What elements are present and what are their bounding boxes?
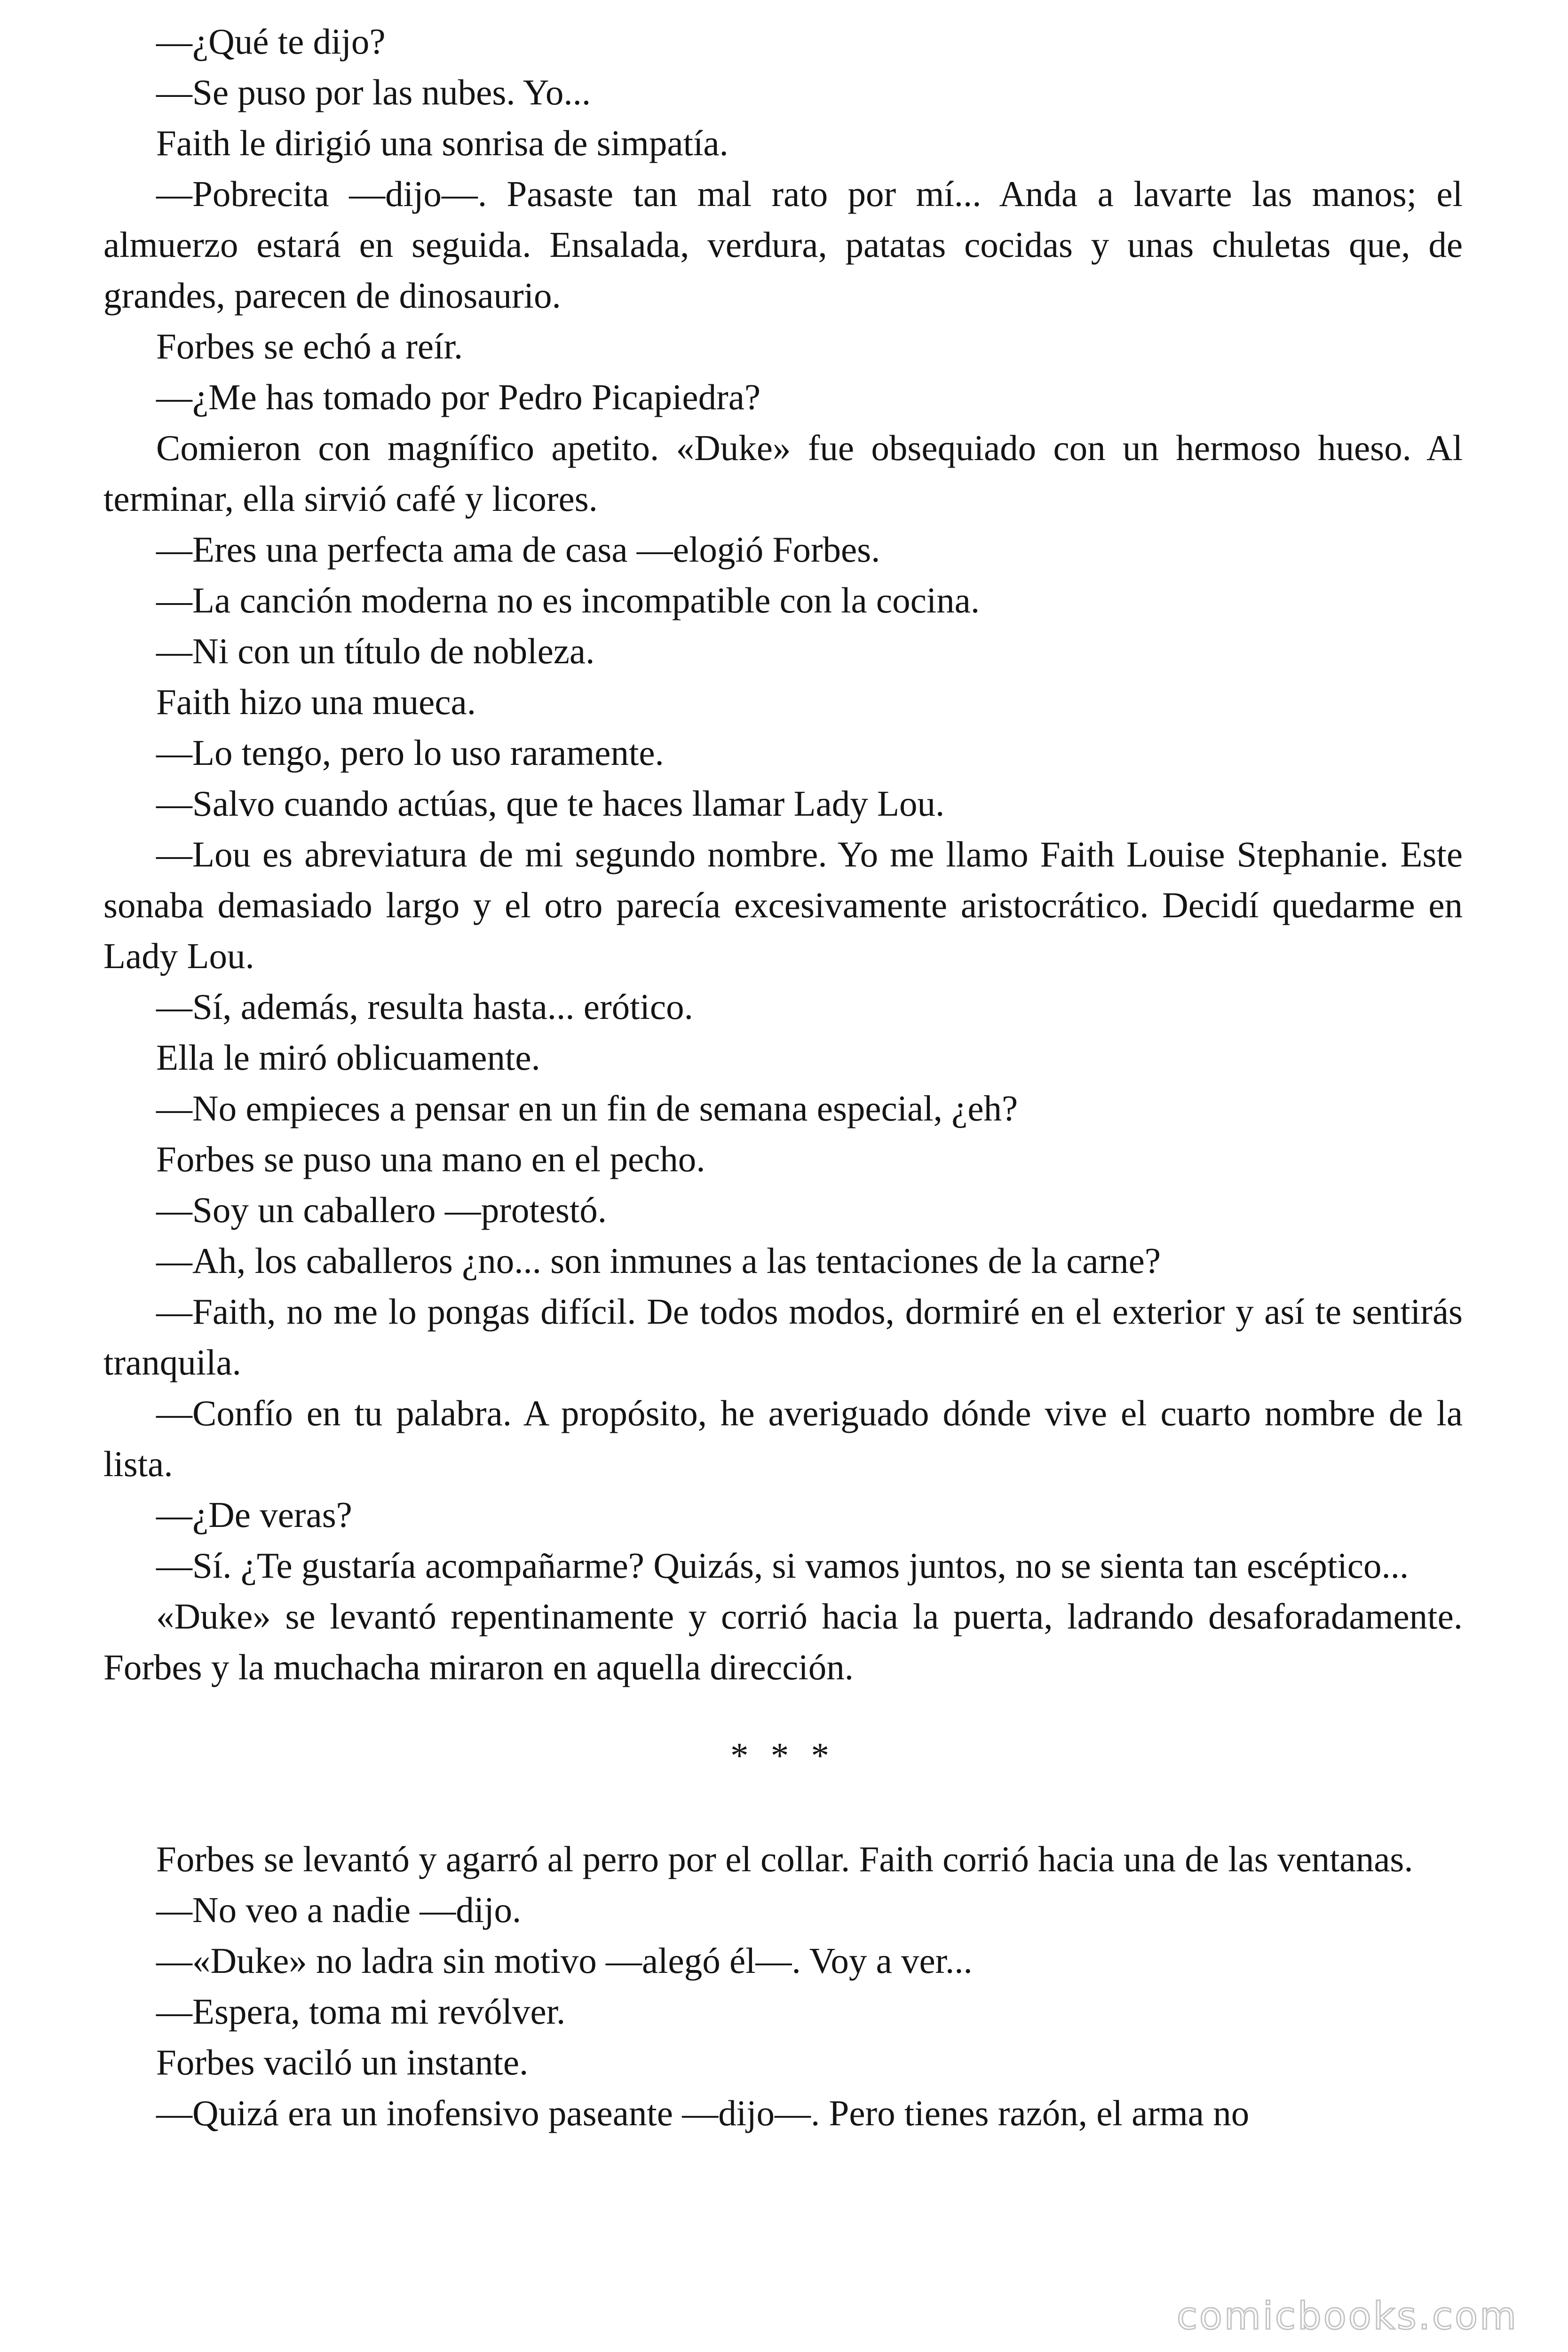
paragraph: —Ni con un título de nobleza. [156, 631, 595, 671]
paragraph: Forbes se levantó y agarró al perro por el collar. Faith corrió hacia una de las ventanas. [156, 1839, 1413, 1879]
paragraph: Ella le miró oblicuamente. [156, 1037, 540, 1078]
paragraph: —Quizá era un inofensivo paseante —dijo—. Pero tienes razón, el arma no [156, 2093, 1250, 2133]
section-separator: * * * [730, 1735, 836, 1776]
paragraph: Forbes se puso una mano en el pecho. [156, 1139, 705, 1179]
paragraph: —Ah, los caballeros ¿no... son inmunes a las tentaciones de la carne? [156, 1240, 1161, 1281]
paragraph: —Lou es abreviatura de mi segundo nombre. Yo me llamo Faith Louise Stephanie. Este sonaba demasiado largo y el otro parecía excesivamente aristocrático. Decidí quedarme en Lady Lou. [103, 834, 1463, 976]
paragraph: —Lo tengo, pero lo uso raramente. [156, 732, 664, 773]
paragraph: —Espera, toma mi revólver. [156, 1991, 566, 2032]
paragraph: —Se puso por las nubes. Yo... [156, 72, 591, 112]
paragraph: —Salvo cuando actúas, que te haces llamar Lady Lou. [156, 783, 945, 824]
paragraph: —¿Qué te dijo? [156, 21, 386, 62]
text-block-before [103, 16, 1463, 1692]
paragraph: —No empieces a pensar en un fin de semana especial, ¿eh? [156, 1088, 1018, 1128]
paragraph: —¿Me has tomado por Pedro Picapiedra? [156, 377, 761, 417]
paragraph: —Pobrecita —dijo—. Pasaste tan mal rato por mí... Anda a lavarte las manos; el almuerzo estará en seguida. Ensalada, verdura, patatas cocidas y unas chuletas que, de grandes, parecen de dinosaurio. [103, 174, 1463, 316]
paragraph: —Soy un caballero —protestó. [156, 1190, 607, 1230]
paragraph: —«Duke» no ladra sin motivo —alegó él—. Voy a ver... [156, 1940, 973, 1981]
paragraph: —Confío en tu palabra. A propósito, he averiguado dónde vive el cuarto nombre de la lista. [103, 1393, 1463, 1484]
book-page [103, 16, 1463, 2138]
paragraph: Forbes vaciló un instante. [156, 2042, 529, 2082]
paragraph: «Duke» se levantó repentinamente y corrió hacia la puerta, ladrando desaforadamente. Forbes y la muchacha miraron en aquella dirección. [103, 1596, 1463, 1687]
paragraph: Faith le dirigió una sonrisa de simpatía. [156, 123, 729, 163]
watermark: comicbooks.com [1176, 2294, 1518, 2338]
paragraph: —Sí. ¿Te gustaría acompañarme? Quizás, si vamos juntos, no se sienta tan escéptico... [156, 1545, 1409, 1586]
paragraph: —No veo a nadie —dijo. [156, 1890, 522, 1930]
paragraph: —Sí, además, resulta hasta... erótico. [156, 986, 693, 1027]
paragraph: Forbes se echó a reír. [156, 326, 463, 366]
paragraph: —Faith, no me lo pongas difícil. De todos modos, dormiré en el exterior y así te sentirás tranquila. [103, 1291, 1463, 1383]
paragraph: —¿De veras? [156, 1494, 352, 1535]
paragraph: Comieron con magnífico apetito. «Duke» fue obsequiado con un hermoso hueso. Al terminar, ella sirvió café y licores. [103, 428, 1463, 519]
text-block-after [103, 1834, 1463, 2138]
paragraph: —Eres una perfecta ama de casa —elogió Forbes. [156, 529, 880, 570]
paragraph: —La canción moderna no es incompatible con la cocina. [156, 580, 980, 620]
paragraph: Faith hizo una mueca. [156, 682, 476, 722]
